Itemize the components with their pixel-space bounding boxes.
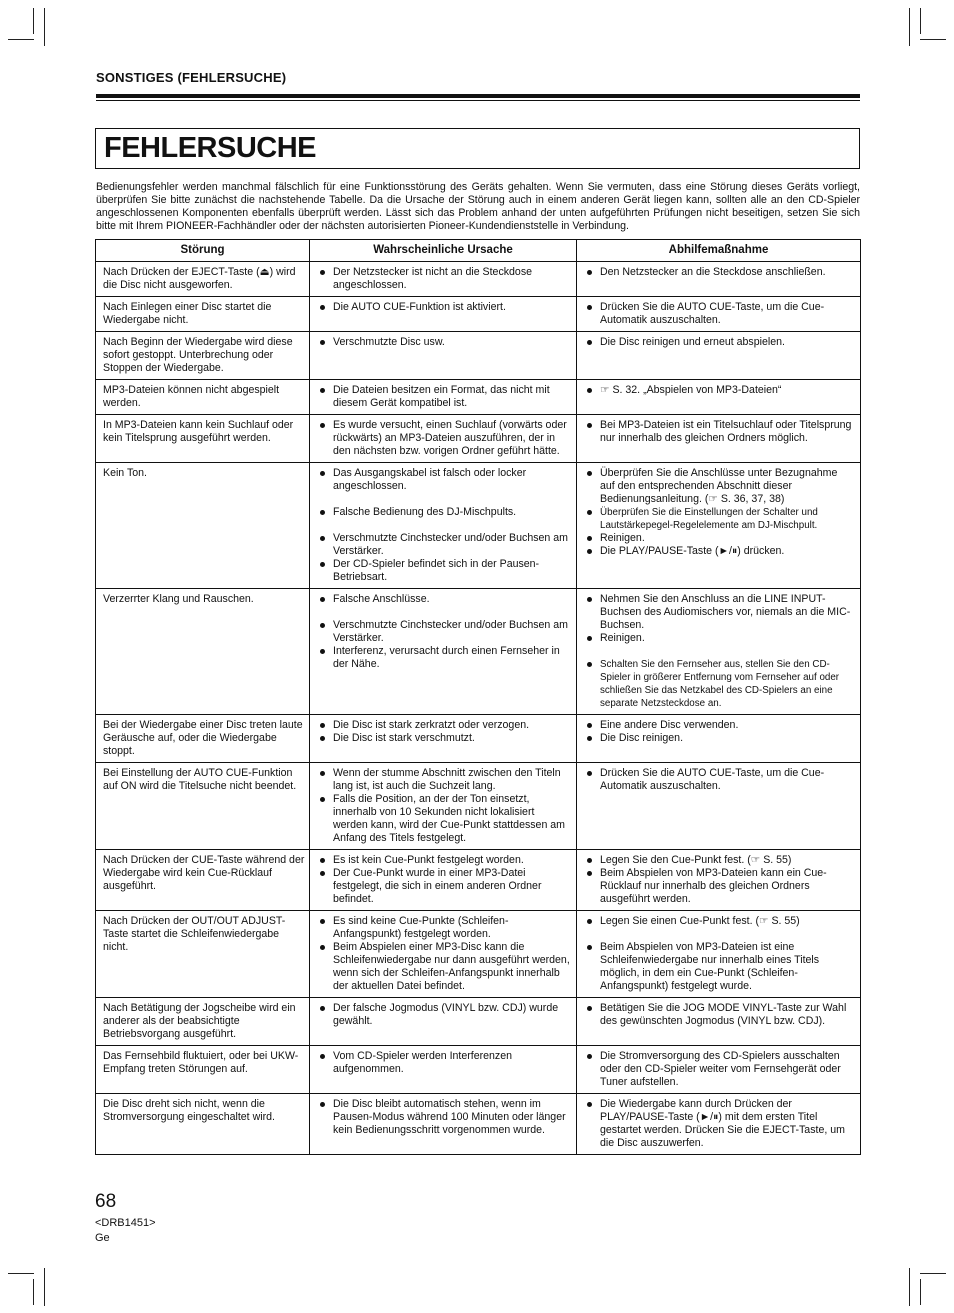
crop-mark <box>920 8 921 34</box>
table-header-row <box>96 240 861 262</box>
cause-item: Vom CD-Spieler werden Interferenzen aufgenommen. <box>317 1050 570 1076</box>
cause-list <box>317 767 570 845</box>
table-row <box>96 1094 861 1155</box>
remedy-item: Legen Sie den Cue-Punkt fest. (☞ S. 55) <box>584 854 854 867</box>
cause-item: Verschmutzte Cinchstecker und/oder Buchsen am Verstärker. <box>317 532 570 558</box>
remedy-list <box>584 419 854 445</box>
remedy-item: ☞ S. 32. „Abspielen von MP3-Dateien“ <box>584 384 854 397</box>
remedy-list <box>584 467 854 558</box>
remedy-cell <box>577 589 861 715</box>
remedy-item: Drücken Sie die AUTO CUE-Taste, um die Cue-Automatik auszuschalten. <box>584 767 854 793</box>
table-row <box>96 380 861 415</box>
remedy-item: Die PLAY/PAUSE-Taste (►/⏸) drücken. <box>584 545 854 558</box>
symptom-cell: Bei Einstellung der AUTO CUE-Funktion auf ON wird die Titelsuche nicht beendet. <box>96 763 310 850</box>
cause-cell <box>310 415 577 463</box>
cause-cell <box>310 1094 577 1155</box>
remedy-item: Die Stromversorgung des CD-Spielers ausschalten oder den CD-Spieler weiter vom Fernsehgerät oder Tuner aufstellen. <box>584 1050 854 1089</box>
column-header: Abhilfemaßnahme <box>577 240 861 262</box>
cause-item: Interferenz, verursacht durch einen Fernseher in der Nähe. <box>317 645 570 671</box>
crop-mark <box>8 39 34 40</box>
troubleshooting-table <box>95 239 861 1155</box>
column-header: Störung <box>96 240 310 262</box>
remedy-item: Überprüfen Sie die Einstellungen der Schalter und Lautstärkepegel-Regelelemente am DJ-Mischpult. <box>584 506 854 532</box>
cause-item: Es wurde versucht, einen Suchlauf (vorwärts oder rückwärts) an MP3-Dateien auszuführen, der in den nächsten bzw. vorigen Ordner geführt hätte. <box>317 419 570 458</box>
page-number: 68 <box>95 1191 117 1212</box>
remedy-cell <box>577 415 861 463</box>
table-row <box>96 715 861 763</box>
column-header: Wahrscheinliche Ursache <box>310 240 577 262</box>
crop-mark <box>8 1273 34 1274</box>
table-body <box>96 262 861 1155</box>
symptom-cell: Die Disc dreht sich nicht, wenn die Stromversorgung eingeschaltet wird. <box>96 1094 310 1155</box>
crop-mark <box>920 1279 921 1305</box>
table-row <box>96 763 861 850</box>
remedy-item: Die Disc reinigen. <box>584 732 854 745</box>
symptom-cell: Nach Drücken der OUT/OUT ADJUST-Taste startet die Schleifenwiedergabe nicht. <box>96 911 310 998</box>
table-row <box>96 911 861 998</box>
document-code <box>95 1216 156 1246</box>
cause-item: Falsche Bedienung des DJ-Mischpults. <box>317 506 570 519</box>
intro-paragraph: Bedienungsfehler werden manchmal fälschlich für eine Funktionsstörung des Geräts gehalten. Wenn Sie vermuten, dass eine Störung dieses Geräts vorliegt, überprüfen Sie bitte zunächst die nachstehende Tabelle. Da die Ursache der Störung auch in einem anderen Gerät liegen kann, sollten alle an den CD-Spieler angeschlossenen Komponenten ebenfalls überprüft werden. Lässt sich das Problem anhand der unten aufgeführten Prüfungen nicht beseitigen, setzen Sie sich bitte mit Ihrem PIONEER-Fachhändler oder der nächsten autorisierten Pioneer-Kundendienststelle in Verbindung. <box>96 181 860 232</box>
cause-item: Beim Abspielen einer MP3-Disc kann die Schleifenwiedergabe nur dann ausgeführt werden, wenn sich der Schleifen-Anfangspunkt innerhalb der aktuellen Datei befindet. <box>317 941 570 993</box>
cause-item: Die Disc bleibt automatisch stehen, wenn im Pausen-Modus während 100 Minuten oder länger kein Bedienungsschritt vorgenommen wurde. <box>317 1098 570 1137</box>
cause-item: Der CD-Spieler befindet sich in der Pausen-Betriebsart. <box>317 558 570 584</box>
crop-mark <box>44 1268 45 1306</box>
table-row <box>96 415 861 463</box>
symptom-cell: Nach Betätigung der Jogscheibe wird ein anderer als der beabsichtigte Betriebsvorgang ausgeführt. <box>96 998 310 1046</box>
remedy-list <box>584 854 854 906</box>
remedy-list <box>584 915 854 993</box>
cause-list <box>317 1098 570 1137</box>
remedy-item: Reinigen. <box>584 632 854 645</box>
cause-cell <box>310 297 577 332</box>
cause-cell <box>310 998 577 1046</box>
cause-item: Falls die Position, an der der Ton einsetzt, innerhalb von 10 Sekunden nicht lokalisiert werden kann, wird der Cue-Punkt stattdessen am Anfang des Titels festgelegt. <box>317 793 570 845</box>
remedy-item: Reinigen. <box>584 532 854 545</box>
remedy-cell <box>577 1094 861 1155</box>
cause-item: Die Disc ist stark verschmutzt. <box>317 732 570 745</box>
remedy-item: Die Disc reinigen und erneut abspielen. <box>584 336 854 349</box>
cause-cell <box>310 763 577 850</box>
table-row <box>96 297 861 332</box>
cause-item: Das Ausgangskabel ist falsch oder locker angeschlossen. <box>317 467 570 493</box>
remedy-cell <box>577 332 861 380</box>
page-title: FEHLERSUCHE <box>104 132 317 164</box>
cause-item: Der Cue-Punkt wurde in einer MP3-Datei festgelegt, die sich in einem anderen Ordner befindet. <box>317 867 570 906</box>
symptom-cell: Das Fernsehbild fluktuiert, oder bei UKW-Empfang treten Störungen auf. <box>96 1046 310 1094</box>
crop-mark <box>909 8 910 46</box>
cause-item: Verschmutzte Disc usw. <box>317 336 570 349</box>
remedy-list <box>584 1050 854 1089</box>
cause-item: Verschmutzte Cinchstecker und/oder Buchsen am Verstärker. <box>317 619 570 645</box>
language-code: Ge <box>95 1232 110 1244</box>
cause-cell <box>310 850 577 911</box>
remedy-item: Beim Abspielen von MP3-Dateien kann ein Cue-Rücklauf nur innerhalb des gleichen Ordners ausgeführt werden. <box>584 867 854 906</box>
cause-list <box>317 336 570 349</box>
table-row <box>96 463 861 589</box>
table-row <box>96 589 861 715</box>
remedy-list <box>584 593 854 710</box>
remedy-cell <box>577 998 861 1046</box>
remedy-item: Bei MP3-Dateien ist ein Titelsuchlauf oder Titelsprung nur innerhalb des gleichen Ordners möglich. <box>584 419 854 445</box>
crop-mark <box>33 8 34 34</box>
cause-cell <box>310 332 577 380</box>
remedy-cell <box>577 297 861 332</box>
cause-list <box>317 1050 570 1076</box>
remedy-list <box>584 767 854 793</box>
table-row <box>96 850 861 911</box>
symptom-cell: In MP3-Dateien kann kein Suchlauf oder kein Titelsprung ausgeführt werden. <box>96 415 310 463</box>
symptom-cell: Nach Beginn der Wiedergabe wird diese sofort gestoppt. Unterbrechung oder Stoppen der Wiedergabe. <box>96 332 310 380</box>
remedy-list <box>584 719 854 745</box>
cause-item: Der Netzstecker ist nicht an die Steckdose angeschlossen. <box>317 266 570 292</box>
cause-list <box>317 1002 570 1028</box>
cause-list <box>317 854 570 906</box>
crop-mark <box>44 8 45 46</box>
cause-cell <box>310 1046 577 1094</box>
cause-list <box>317 384 570 410</box>
header-rule-thin <box>96 100 860 101</box>
remedy-cell <box>577 715 861 763</box>
symptom-cell: Bei der Wiedergabe einer Disc treten laute Geräusche auf, oder die Wiedergabe stoppt. <box>96 715 310 763</box>
remedy-item: Nehmen Sie den Anschluss an die LINE INPUT-Buchsen des Audiomischers vor, niemals an die MIC-Buchsen. <box>584 593 854 632</box>
symptom-cell: MP3-Dateien können nicht abgespielt werden. <box>96 380 310 415</box>
remedy-cell <box>577 380 861 415</box>
table-row <box>96 1046 861 1094</box>
cause-list <box>317 266 570 292</box>
remedy-item: Legen Sie einen Cue-Punkt fest. (☞ S. 55) <box>584 915 854 928</box>
cause-item: Der falsche Jogmodus (VINYL bzw. CDJ) wurde gewählt. <box>317 1002 570 1028</box>
symptom-cell: Verzerrter Klang und Rauschen. <box>96 589 310 715</box>
symptom-cell: Nach Drücken der CUE-Taste während der Wiedergabe wird kein Cue-Rücklauf ausgeführt. <box>96 850 310 911</box>
table-row <box>96 262 861 297</box>
remedy-list <box>584 301 854 327</box>
remedy-item: Überprüfen Sie die Anschlüsse unter Bezugnahme auf den entsprechenden Abschnitt dieser Bedienungsanleitung. (☞ S. 36, 37, 38) <box>584 467 854 506</box>
page-title-box <box>95 128 860 169</box>
cause-cell <box>310 380 577 415</box>
remedy-item: Beim Abspielen von MP3-Dateien ist eine Schleifenwiedergabe nur innerhalb eines Titels möglich, in dem ein Cue-Punkt (Schleifen-Anfangspunkt) festgelegt wurde. <box>584 941 854 993</box>
doc-code-text: <DRB1451> <box>95 1217 156 1229</box>
symptom-cell: Nach Einlegen einer Disc startet die Wiedergabe nicht. <box>96 297 310 332</box>
remedy-item: Drücken Sie die AUTO CUE-Taste, um die Cue-Automatik auszuschalten. <box>584 301 854 327</box>
remedy-item: Schalten Sie den Fernseher aus, stellen Sie den CD-Spieler in größerer Entfernung vom Fernseher auf oder schließen Sie das Netzkabel des CD-Spielers an eine separate Netzsteckdose an. <box>584 658 854 710</box>
cause-list <box>317 467 570 584</box>
cause-item: Die AUTO CUE-Funktion ist aktiviert. <box>317 301 570 314</box>
remedy-cell <box>577 1046 861 1094</box>
cause-cell <box>310 911 577 998</box>
remedy-cell <box>577 911 861 998</box>
remedy-item: Eine andere Disc verwenden. <box>584 719 854 732</box>
cause-item: Die Dateien besitzen ein Format, das nicht mit diesem Gerät kompatibel ist. <box>317 384 570 410</box>
remedy-list <box>584 266 854 279</box>
cause-cell <box>310 715 577 763</box>
remedy-cell <box>577 763 861 850</box>
table-row <box>96 332 861 380</box>
remedy-cell <box>577 850 861 911</box>
remedy-cell <box>577 262 861 297</box>
cause-list <box>317 301 570 314</box>
cause-item: Falsche Anschlüsse. <box>317 593 570 606</box>
crop-mark <box>920 1273 946 1274</box>
remedy-list <box>584 384 854 397</box>
symptom-cell: Kein Ton. <box>96 463 310 589</box>
cause-list <box>317 593 570 671</box>
remedy-item: Betätigen Sie die JOG MODE VINYL-Taste zur Wahl des gewünschten Jogmodus (VINYL bzw. CDJ). <box>584 1002 854 1028</box>
cause-item: Die Disc ist stark zerkratzt oder verzogen. <box>317 719 570 732</box>
cause-list <box>317 419 570 458</box>
table-row <box>96 998 861 1046</box>
crop-mark <box>909 1268 910 1306</box>
cause-item: Es sind keine Cue-Punkte (Schleifen-Anfangspunkt) festgelegt worden. <box>317 915 570 941</box>
header-rule <box>96 94 860 98</box>
cause-item: Wenn der stumme Abschnitt zwischen den Titeln lang ist, ist auch die Suchzeit lang. <box>317 767 570 793</box>
cause-cell <box>310 463 577 589</box>
cause-cell <box>310 262 577 297</box>
remedy-list <box>584 1002 854 1028</box>
remedy-list <box>584 1098 854 1150</box>
remedy-list <box>584 336 854 349</box>
remedy-item: Die Wiedergabe kann durch Drücken der PLAY/PAUSE-Taste (►/⏸) mit dem ersten Titel gestartet werden. Drücken Sie die EJECT-Taste, um die Disc auszuwerfen. <box>584 1098 854 1150</box>
cause-list <box>317 719 570 745</box>
crop-mark <box>920 39 946 40</box>
crop-mark <box>33 1279 34 1305</box>
cause-list <box>317 915 570 993</box>
symptom-cell: Nach Drücken der EJECT-Taste (⏏) wird die Disc nicht ausgeworfen. <box>96 262 310 297</box>
cause-item: Es ist kein Cue-Punkt festgelegt worden. <box>317 854 570 867</box>
cause-cell <box>310 589 577 715</box>
remedy-item: Den Netzstecker an die Steckdose anschließen. <box>584 266 854 279</box>
section-title: SONSTIGES (FEHLERSUCHE) <box>96 70 287 85</box>
remedy-cell <box>577 463 861 589</box>
